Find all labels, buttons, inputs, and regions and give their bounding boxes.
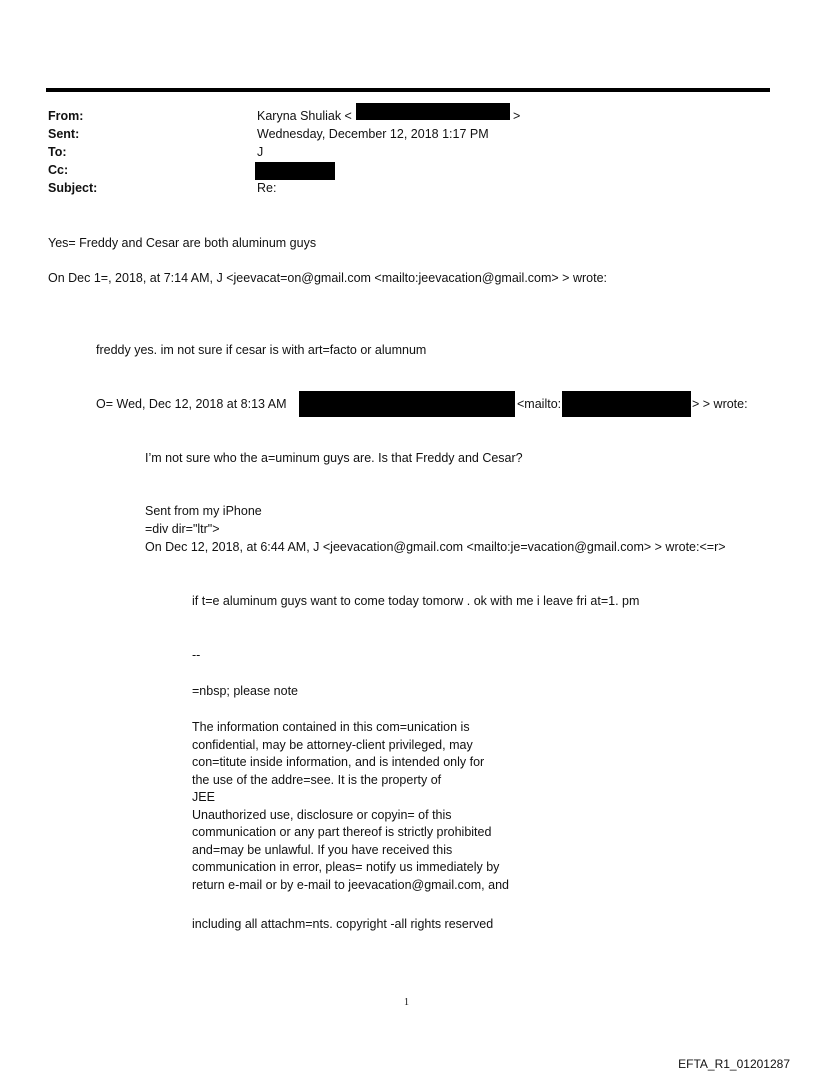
subject-value: Re: <box>257 181 277 195</box>
redaction-from-email <box>356 103 510 120</box>
from-label: From: <box>48 109 84 123</box>
signature-separator: -- <box>192 648 201 662</box>
redaction-sender <box>299 391 515 417</box>
to-label: To: <box>48 145 67 159</box>
to-value: J <box>257 145 264 159</box>
disclaimer-line: return e-mail or by e-mail to jeevacation@gmail.com, and <box>192 877 509 892</box>
subject-label: Subject: <box>48 181 98 195</box>
please-note: =nbsp; please note <box>192 684 298 698</box>
disclaimer-block <box>192 719 509 894</box>
quote-header-2-prefix: O= Wed, Dec 12, 2018 at 8:13 AM <box>96 397 287 411</box>
disclaimer-line: con=titute inside information, and is intended only for <box>192 755 485 769</box>
disclaimer-closing: including all attachm=nts. copyright -all rights reserved <box>192 917 494 931</box>
disclaimer-line: communication in error, pleas= notify us immediately by <box>192 860 500 874</box>
disclaimer-line: communication or any part thereof is strictly prohibited <box>192 825 492 839</box>
redaction-cc <box>255 162 335 180</box>
quoted-message-1: freddy yes. im not sure if cesar is with art=facto or alumnum <box>96 343 427 357</box>
quote-header-1: On Dec 1=, 2018, at 7:14 AM, J <jeevacat=on@gmail.com <mailto:jeevacation@gmail.com> > wrote: <box>48 271 607 285</box>
disclaimer-line: and=may be unlawful. If you have received this <box>192 842 453 857</box>
signature-iphone: Sent from my iPhone <box>145 504 262 518</box>
html-artifact: =div dir="ltr"> <box>145 522 220 536</box>
header-rule <box>46 88 770 92</box>
reply-line: Yes= Freddy and Cesar are both aluminum guys <box>48 236 317 250</box>
from-value-suffix: > <box>513 109 521 123</box>
document-id: EFTA_R1_01201287 <box>678 1057 790 1071</box>
quote-header-2-suffix: > > wrote: <box>692 397 748 411</box>
quoted-message-3: if t=e aluminum guys want to come today tomorw . ok with me i leave fri at=1. pm <box>192 594 640 608</box>
disclaimer-line: JEE <box>192 790 215 804</box>
sent-value: Wednesday, December 12, 2018 1:17 PM <box>257 127 489 141</box>
cc-label: Cc: <box>48 163 69 177</box>
redaction-sender-email <box>562 391 691 417</box>
page-number: 1 <box>404 997 409 1008</box>
quote-header-3: On Dec 12, 2018, at 6:44 AM, J <jeevacation@gmail.com <mailto:je=vacation@gmail.com> > wrote:<=r> <box>145 540 726 554</box>
sent-label: Sent: <box>48 127 80 141</box>
disclaimer-line: confidential, may be attorney-client privileged, may <box>192 737 473 752</box>
disclaimer-line: the use of the addre=see. It is the property of <box>192 772 442 787</box>
disclaimer-line: The information contained in this com=unication is <box>192 720 470 734</box>
quote-header-2-mailto: <mailto: <box>517 397 562 411</box>
quoted-message-2: I’m not sure who the a=uminum guys are. Is that Freddy and Cesar? <box>145 451 523 465</box>
from-value-prefix: Karyna Shuliak < <box>257 109 352 123</box>
disclaimer-line: Unauthorized use, disclosure or copyin= of this <box>192 807 452 822</box>
